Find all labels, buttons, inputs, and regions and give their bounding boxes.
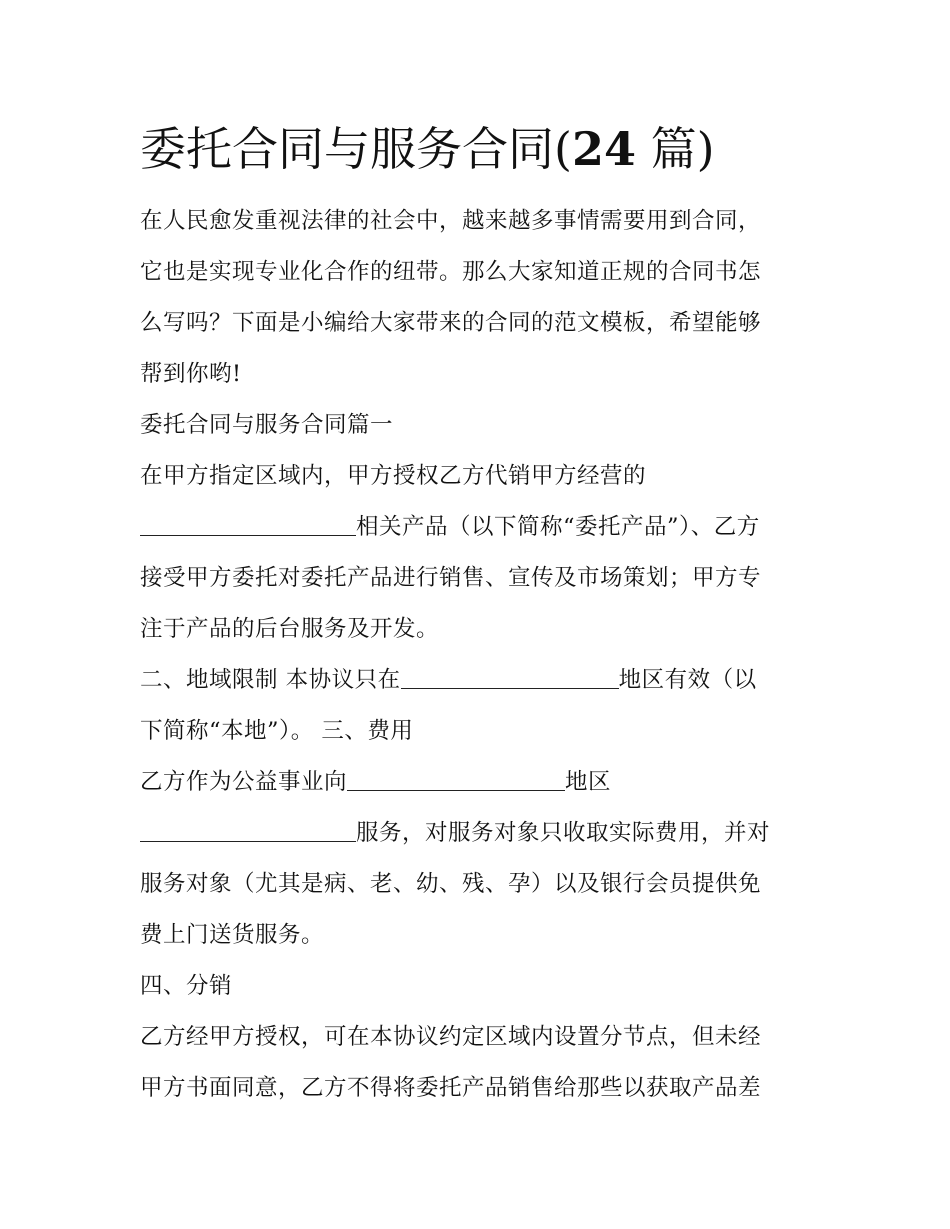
clause-line-12-before: 乙方作为公益事业向 <box>140 769 348 795</box>
title-tail: 篇) <box>635 122 715 176</box>
clause-line-17: 乙方经甲方授权，可在本协议约定区域内设置分节点，但未经 <box>140 1024 762 1050</box>
intro-line-3: 么写吗？下面是小编给大家带来的合同的范文模板，希望能够 <box>140 310 762 336</box>
clause-line-7-text: 相关产品（以下简称“委托产品”）、乙方 <box>356 514 760 540</box>
clause-line-10 <box>140 655 812 706</box>
document-body <box>140 196 812 1114</box>
clause-line-10-after: 地区有效（以 <box>618 667 757 693</box>
clause-line-18: 甲方书面同意，乙方不得将委托产品销售给那些以获取产品差 <box>140 1075 762 1101</box>
intro-line-4: 帮到你哟! <box>140 361 242 387</box>
clause-line-11: 下简称“本地”）。 三、费用 <box>140 718 414 744</box>
intro-line-1: 在人民愈发重视法律的社会中，越来越多事情需要用到合同， <box>140 208 762 234</box>
clause-line-8: 接受甲方委托对委托产品进行销售、宣传及市场策划；甲方专 <box>140 565 762 591</box>
clause-line-13-text: 服务，对服务对象只收取实际费用，并对 <box>356 820 771 846</box>
fill-blank-region <box>401 668 619 689</box>
clause-line-15: 费上门送货服务。 <box>140 922 325 948</box>
clause-line-10-before: 二、地域限制 本协议只在 <box>140 667 401 693</box>
clause-line-9: 注于产品的后台服务及开发。 <box>140 616 440 642</box>
title-count: 24 <box>571 122 636 176</box>
document-title <box>140 118 900 180</box>
clause-line-6: 在甲方指定区域内，甲方授权乙方代销甲方经营的 <box>140 463 647 489</box>
fill-blank-product <box>140 515 356 536</box>
fill-blank-service <box>140 821 356 842</box>
clause-line-16: 四、分销 <box>140 973 233 999</box>
intro-line-2: 它也是实现专业化合作的纽带。那么大家知道正规的合同书怎 <box>140 259 762 285</box>
fill-blank-service-region <box>347 770 565 791</box>
section-heading: 委托合同与服务合同篇一 <box>140 412 394 438</box>
clause-line-12 <box>140 757 812 808</box>
clause-line-13 <box>140 808 812 859</box>
clause-line-14: 服务对象（尤其是病、老、幼、残、孕）以及银行会员提供免 <box>140 871 762 897</box>
title-main: 委托合同与服务合同( <box>140 122 572 176</box>
clause-line-12-after: 地区 <box>565 769 612 795</box>
clause-line-7 <box>140 502 812 553</box>
